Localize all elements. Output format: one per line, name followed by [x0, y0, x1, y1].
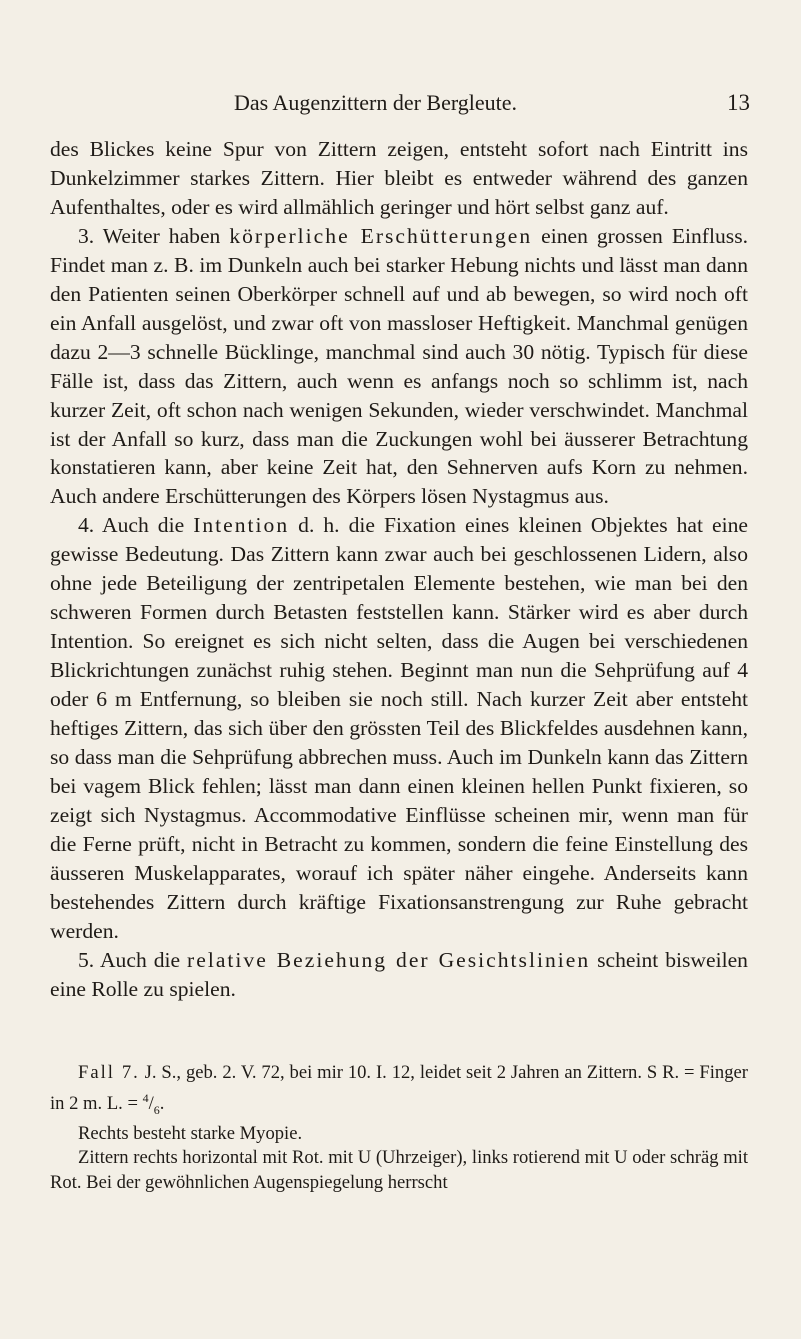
case-report — [50, 1061, 748, 1195]
paragraph-1: des Blickes keine Spur von Zittern zeigen, entsteht sofort nach Eintritt ins Dunkelzimmer starkes Zittern. Hier bleibt es entweder während des ganzen Aufenthaltes, oder es wird allmählich geringer und hört selbst ganz auf. — [50, 137, 748, 219]
paragraph-2-emphasis: körperliche Erschütterungen — [229, 223, 533, 248]
case-line-3: Zittern rechts horizontal mit Rot. mit U (Uhrzeiger), links rotierend mit U oder schräg mit Rot. Bei der gewöhnlichen Augenspiegelung herrscht — [50, 1147, 748, 1193]
paragraph-3-emphasis: Intention — [193, 513, 290, 538]
case-visual-acuity: S R. = Finger in 2 m. L. = — [50, 1062, 748, 1114]
paragraph-2-body: einen grossen Einfluss. Findet man z. B. im Dunkeln auch bei starker Hebung nichts und lässt man dann den Patienten seinen Oberkörper schnell auf und ab bewegen, so wird noch oft ein Anfall ausgelöst, und zwar oft von massloser Heftigkeit. Manchmal genügen dazu 2—3 schnelle Bücklinge, manchmal sind auch 30 nötig. Typisch für diese Fälle ist, dass das Zittern, auch wenn es anfangs noch so schlimm ist, nach kurzer Zeit, oft schon nach wenigen Sekunden, wieder verschwindet. Manchmal ist der Anfall so kurz, dass man die Zuckungen wohl bei äusserer Betrachtung konstatieren kann, aber keine Zeit hat, den Sehnerven aufs Korn zu nehmen. Auch andere Erschütterungen des Körpers lösen Nystagmus aus. — [50, 223, 748, 509]
running-title: Das Augenzittern der Bergleute. — [234, 90, 518, 115]
fraction-denominator: 6 — [153, 1102, 160, 1117]
case-line-1: Fall 7. J. S., geb. 2. V. 72, bei mir 10. I. 12, leidet seit 2 Jahren an Zittern. S R. = Finger in 2 m. L. = $^4/_6$. — [50, 1062, 748, 1117]
fraction-numerator: 4 — [142, 1090, 149, 1105]
paragraph-4-emphasis: relative Beziehung der Gesichtslinien — [187, 947, 591, 972]
case-line-2: Rechts besteht starke Myopie. — [78, 1122, 303, 1144]
main-text — [50, 135, 748, 1004]
paragraph-2-lead: 3. Weiter haben — [78, 223, 221, 248]
paragraph-3-lead: 4. Auch die — [78, 513, 185, 538]
paragraph-3 — [50, 511, 748, 945]
paragraph-4-body: scheint bisweilen eine Rolle zu spielen. — [50, 947, 748, 1001]
paragraph-3-body: d. h. die Fixation eines kleinen Objektes hat eine gewisse Bedeutung. Das Zittern kann zwar auch bei geschlossenen Lidern, also ohne jede Beteiligung der zentripetalen Elemente bestehen, wie man bei den schweren Formen durch Betasten feststellen kann. Stärker wird es aber durch Intention. So ereignet es sich nicht selten, dass die Augen bei verschiedenen Blickrichtungen zunächst ruhig stehen. Beginnt man nun die Sehprüfung auf 4 oder 6 m Entfernung, so bleiben sie noch still. Nach kurzer Zeit aber entsteht heftiges Zittern, das sich über den grössten Teil des Blickfeldes ausdehnen kann, so dass man die Sehprüfung abbrechen muss. Auch im Dunkeln kann das Zittern bei vagem Blick fehlen; lässt man dann einen kleinen hellen Punkt fixieren, so zeigt sich Nystagmus. Accommodative Einflüsse scheinen mir, wenn man für die Ferne prüft, nicht in Betracht zu kommen, sondern die feine Einstellung des äusseren Muskelapparates, worauf ich später näher eingehe. Anderseits kann bestehendes Zittern durch kräftige Fixationsanstrengung zur Ruhe gebracht werden. — [50, 513, 748, 943]
case-label: Fall 7. — [78, 1062, 140, 1083]
page-number: 13 — [727, 90, 750, 115]
paragraph-4 — [50, 946, 748, 1004]
paragraph-2 — [50, 222, 748, 512]
paragraph-4-lead: 5. Auch die — [78, 947, 181, 972]
case-history: J. S., geb. 2. V. 72, bei mir 10. I. 12, leidet seit 2 Jahren an Zittern. — [144, 1062, 642, 1083]
